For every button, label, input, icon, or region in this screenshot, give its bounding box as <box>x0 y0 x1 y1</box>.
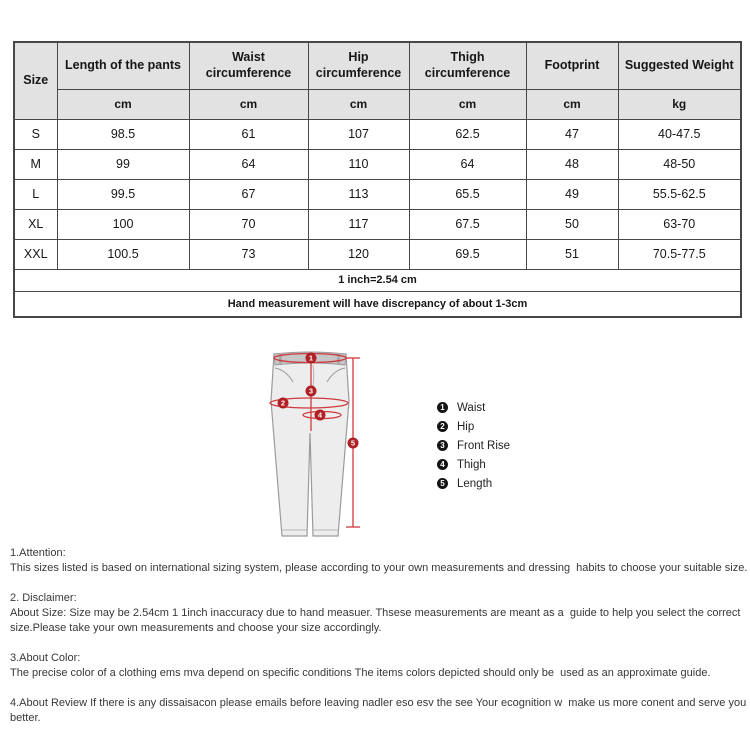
waist-value: 73 <box>189 239 308 269</box>
footprint-value: 50 <box>526 209 618 239</box>
attention-section <box>10 546 748 576</box>
size-value: L <box>14 179 57 209</box>
front-rise-marker-number: 3 <box>308 386 314 396</box>
column-header-waist: Waist circumference <box>189 42 308 89</box>
length-value: 99 <box>57 149 189 179</box>
column-header-size: Size <box>14 42 57 119</box>
footer-notes <box>10 546 748 741</box>
pants-outline <box>271 354 349 536</box>
table-row-xxl <box>14 239 741 269</box>
waist-value: 70 <box>189 209 308 239</box>
length-value: 100.5 <box>57 239 189 269</box>
number-2-icon: 2 <box>437 421 448 432</box>
thigh-value: 67.5 <box>409 209 526 239</box>
hip-value: 113 <box>308 179 409 209</box>
length-marker-number: 5 <box>350 438 356 448</box>
legend-item-length <box>437 474 510 493</box>
size-value: XXL <box>14 239 57 269</box>
unit-length: cm <box>57 89 189 119</box>
weight-value: 40-47.5 <box>618 119 741 149</box>
legend-item-waist <box>437 398 510 417</box>
number-1-icon: 1 <box>437 402 448 413</box>
table-row-s <box>14 119 741 149</box>
weight-value: 55.5-62.5 <box>618 179 741 209</box>
hip-value: 120 <box>308 239 409 269</box>
waist-value: 61 <box>189 119 308 149</box>
legend-label: Front Rise <box>457 439 511 452</box>
inch-note-row <box>14 269 741 291</box>
weight-value: 70.5-77.5 <box>618 239 741 269</box>
thigh-value: 62.5 <box>409 119 526 149</box>
legend-item-front-rise <box>437 436 510 455</box>
column-header-footprint: Footprint <box>526 42 618 89</box>
number-5-icon: 5 <box>437 478 448 489</box>
column-header-thigh: Thigh circumference <box>409 42 526 89</box>
thigh-value: 69.5 <box>409 239 526 269</box>
number-3-icon: 3 <box>437 440 448 451</box>
hand-measurement-note: Hand measurement will have discrepancy of about 1-3cm <box>14 291 741 317</box>
footprint-value: 51 <box>526 239 618 269</box>
thigh-marker-number: 4 <box>317 410 323 420</box>
legend-label: Length <box>457 477 493 490</box>
size-value: S <box>14 119 57 149</box>
attention-body: This sizes listed is based on international sizing system, please according to your own measurements and dressing habits to choose your suitable size. <box>10 562 748 574</box>
measurement-legend <box>437 398 510 493</box>
legend-label: Hip <box>457 420 475 433</box>
thigh-value: 65.5 <box>409 179 526 209</box>
legend-item-thigh <box>437 455 510 474</box>
legend-label: Waist <box>457 401 486 414</box>
about-color-section <box>10 651 748 681</box>
unit-thigh: cm <box>409 89 526 119</box>
footprint-value: 49 <box>526 179 618 209</box>
column-header-weight: Suggested Weight <box>618 42 741 89</box>
footprint-value: 48 <box>526 149 618 179</box>
about-color-body: The precise color of a clothing ems mva depend on specific conditions The items colors depicted should only be used as an approximate guide. <box>10 667 711 679</box>
inch-conversion-note: 1 inch=2.54 cm <box>14 269 741 291</box>
measurement-note-row <box>14 291 741 317</box>
column-header-length: Length of the pants <box>57 42 189 89</box>
units-row <box>14 89 741 119</box>
pants-measurement-diagram <box>266 349 366 541</box>
number-4-icon: 4 <box>437 459 448 470</box>
hip-value: 110 <box>308 149 409 179</box>
about-review-section <box>10 696 748 726</box>
disclaimer-title: 2. Disclaimer: <box>10 592 77 604</box>
about-review-body: 4.About Review If there is any dissaisacon please emails before leaving nadler eso esv the see Your ecognition w make us more conent and serve you better. <box>10 697 750 724</box>
unit-weight: kg <box>618 89 741 119</box>
about-color-title: 3.About Color: <box>10 652 81 664</box>
unit-hip: cm <box>308 89 409 119</box>
size-value: M <box>14 149 57 179</box>
waist-value: 64 <box>189 149 308 179</box>
table-row-l <box>14 179 741 209</box>
attention-title: 1.Attention: <box>10 547 66 559</box>
hip-value: 117 <box>308 209 409 239</box>
disclaimer-body: About Size: Size may be 2.54cm 1 1inch inaccuracy due to hand measuer. Thsese measurements are meant as a guide to help you select the correct size.Please take your own measurements and choose your size accordingly. <box>10 607 744 634</box>
length-value: 98.5 <box>57 119 189 149</box>
unit-waist: cm <box>189 89 308 119</box>
waist-value: 67 <box>189 179 308 209</box>
pants-diagram-icon <box>266 349 366 541</box>
size-value: XL <box>14 209 57 239</box>
length-value: 99.5 <box>57 179 189 209</box>
legend-item-hip <box>437 417 510 436</box>
unit-footprint: cm <box>526 89 618 119</box>
size-chart-table <box>13 41 742 318</box>
column-header-hip: Hip circumference <box>308 42 409 89</box>
hip-value: 107 <box>308 119 409 149</box>
hip-marker-number: 2 <box>280 398 286 408</box>
weight-value: 63-70 <box>618 209 741 239</box>
disclaimer-section <box>10 591 748 636</box>
length-value: 100 <box>57 209 189 239</box>
legend-label: Thigh <box>457 458 486 471</box>
weight-value: 48-50 <box>618 149 741 179</box>
footprint-value: 47 <box>526 119 618 149</box>
table-row-m <box>14 149 741 179</box>
waist-marker-number: 1 <box>308 353 314 363</box>
table-row-xl <box>14 209 741 239</box>
thigh-value: 64 <box>409 149 526 179</box>
